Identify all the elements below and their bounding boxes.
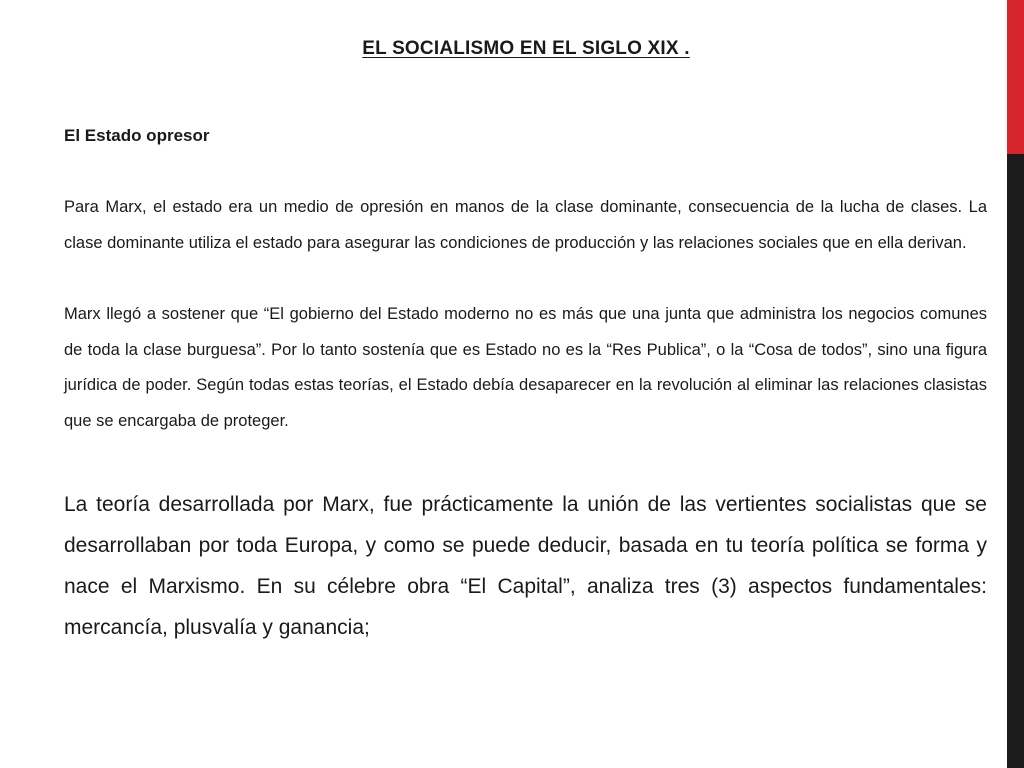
side-accent-bar-black [1007,154,1024,768]
slide-title: EL SOCIALISMO EN EL SIGLO XIX . [362,38,690,59]
section-subheading: El Estado opresor [64,126,210,145]
body-paragraph-2: Marx llegó a sostener que “El gobierno del Estado moderno no es más que una junta que administra los negocios comunes de toda la clase burguesa”. Por lo tanto sostenía que es Estado no es la “Res Publica”, o la “Cosa de todos”, sino una figura jurídica de poder. Según todas estas teorías, el Estado debía desaparecer en la revolución al eliminar las relaciones clasistas que se encargaba de proteger. [64,305,987,430]
side-accent-bar-red [1007,0,1024,154]
body-paragraph-3: La teoría desarrollada por Marx, fue prácticamente la unión de las vertientes socialistas que se desarrollaban por toda Europa, y como se puede deducir, basada en tu teoría política se forma y nace el Marxismo. En su célebre obra “El Capital”, analiza tres (3) aspectos fundamentales: mercancía, plusvalía y ganancia; [64,493,987,639]
body-paragraph-1: Para Marx, el estado era un medio de opresión en manos de la clase dominante, consecuencia de la lucha de clases. La clase dominante utiliza el estado para asegurar las condiciones de producción y las relaciones sociales que en ella derivan. [64,198,987,252]
